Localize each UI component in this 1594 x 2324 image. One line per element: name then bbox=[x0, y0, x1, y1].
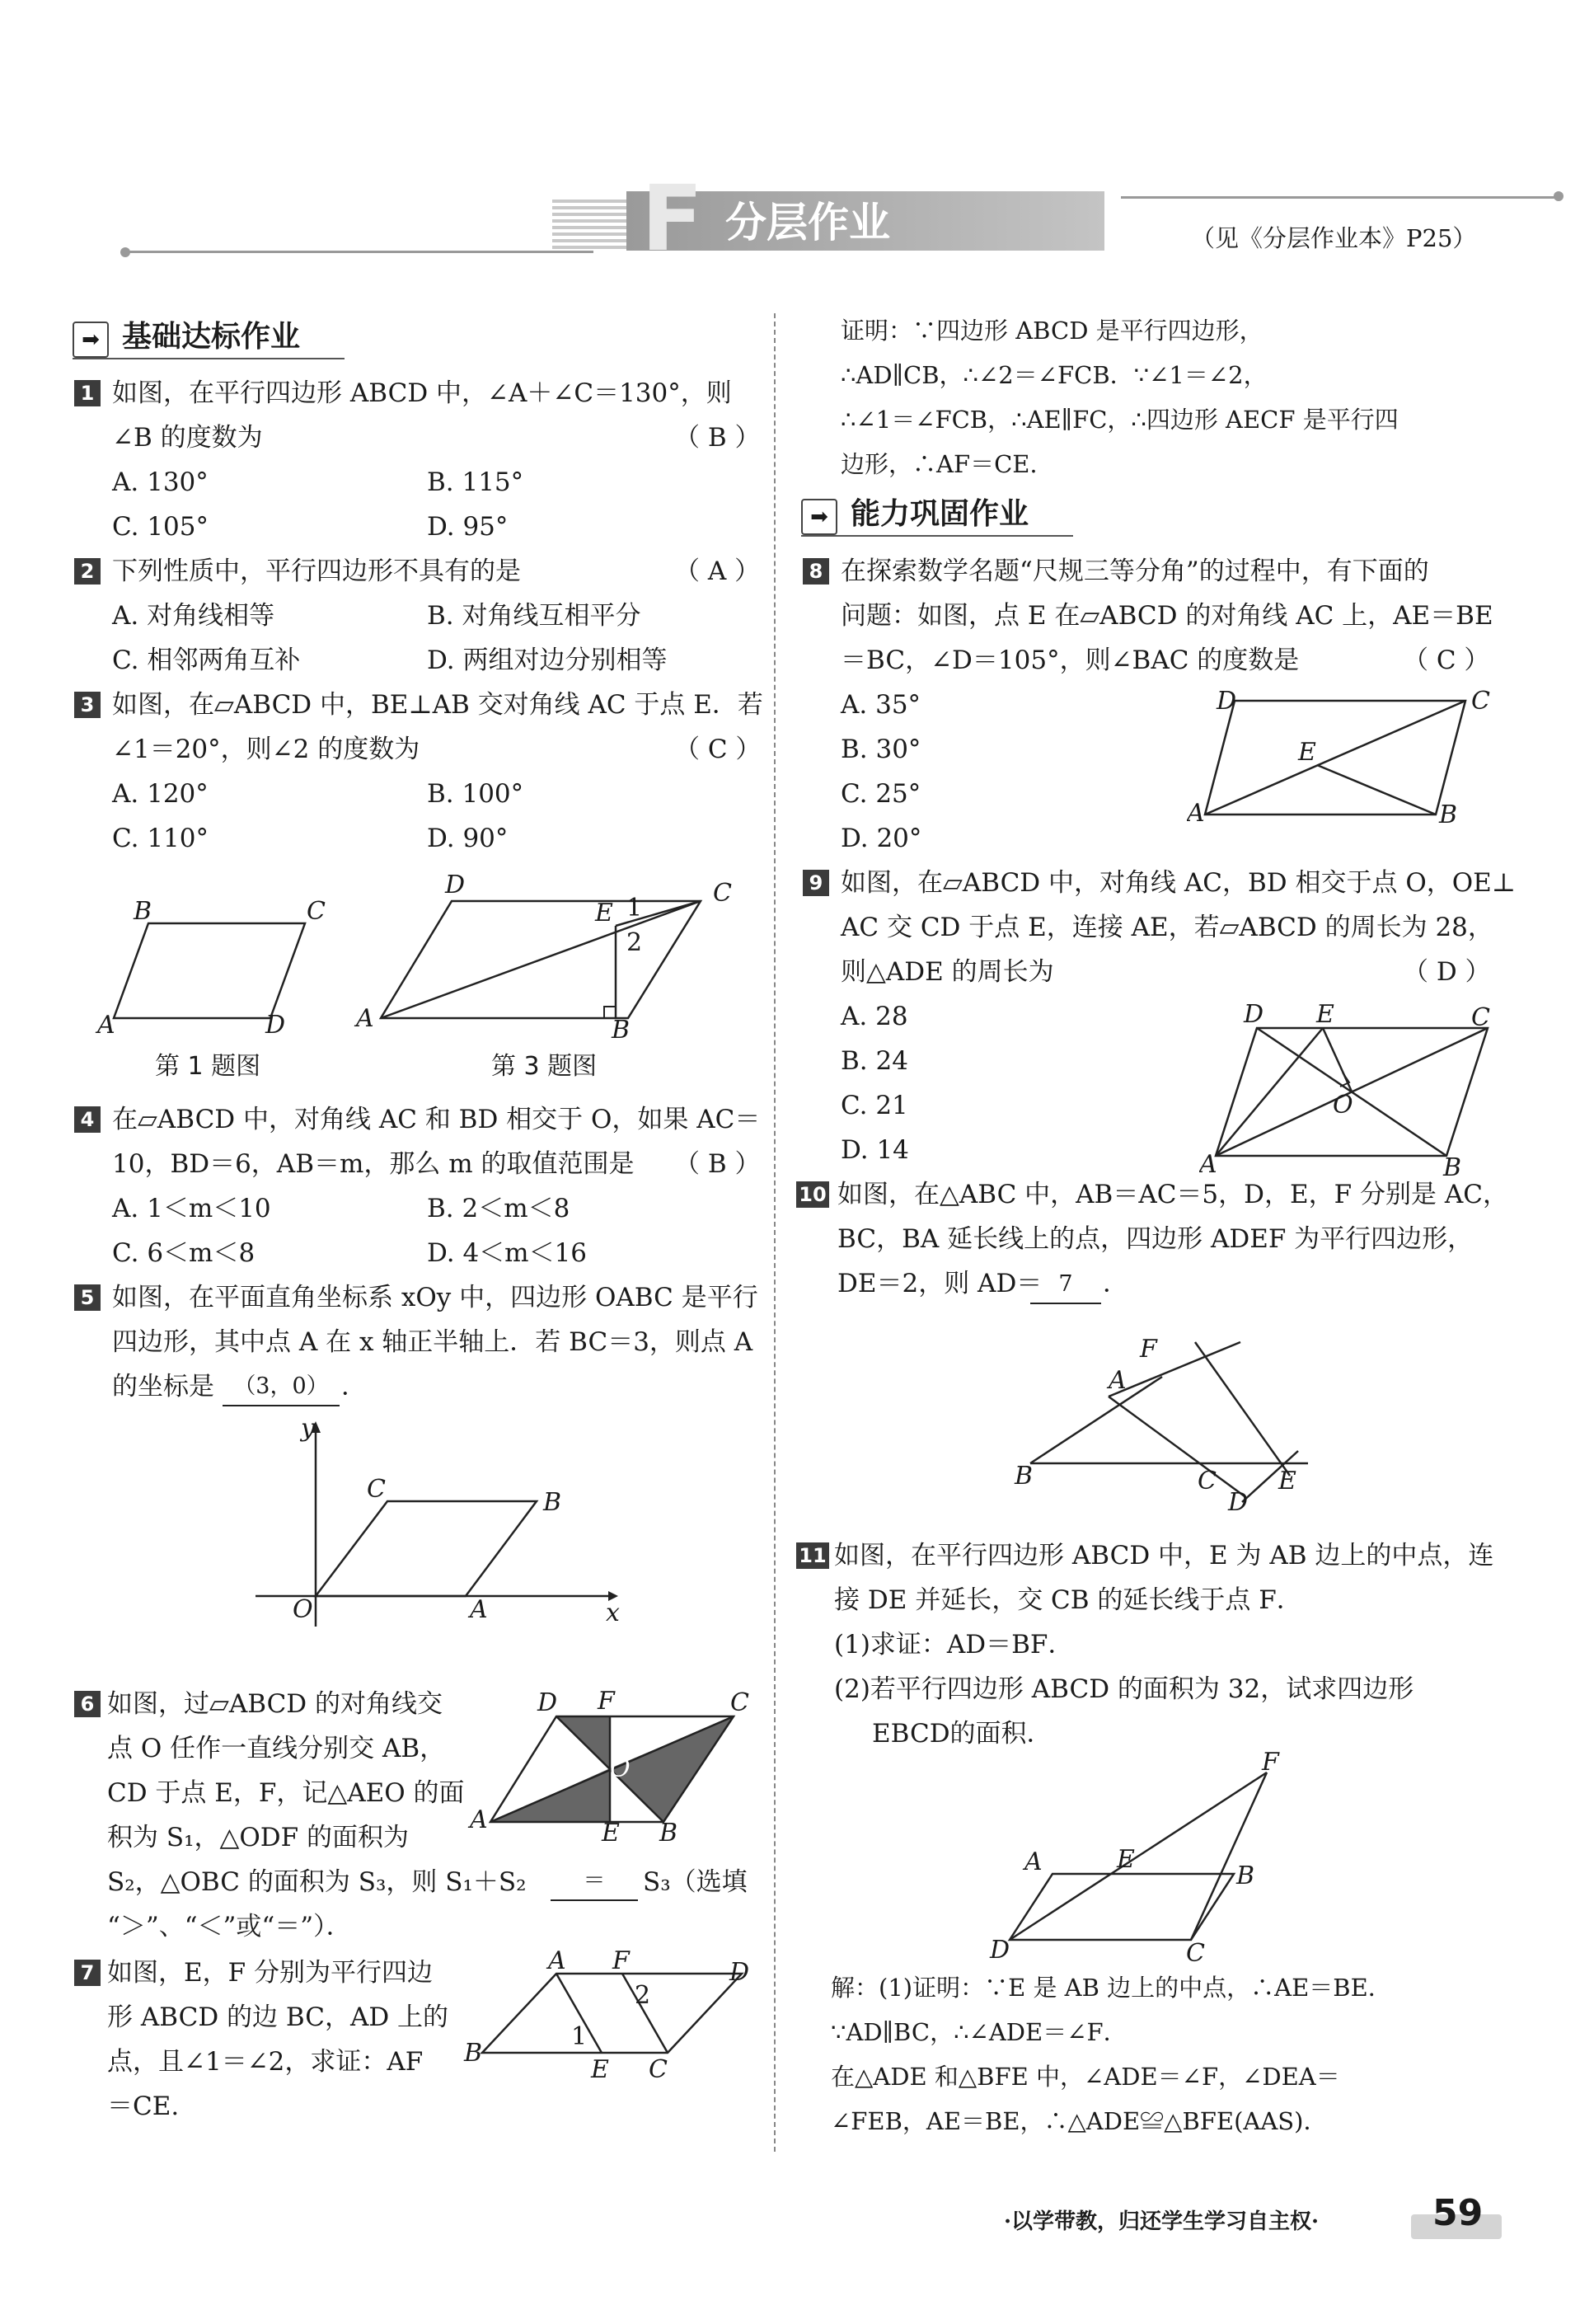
question-number: 11 bbox=[796, 1542, 829, 1569]
q5-text: ． bbox=[341, 1372, 367, 1401]
fig6-label: A bbox=[470, 1805, 488, 1834]
q1-option: D. 95° bbox=[427, 512, 509, 542]
q10-text: DE＝2，则 AD＝ bbox=[837, 1269, 1043, 1298]
q3-text: ∠1＝20°，则∠2 的度数为 bbox=[112, 735, 420, 764]
q1-option: B. 115° bbox=[427, 467, 524, 497]
solution11-line: 解：(1)证明：∵E 是 AB 边上的中点，∴AE＝BE． bbox=[831, 1974, 1392, 2002]
fig11-label: F bbox=[1262, 1752, 1279, 1777]
solution11-line: ∵AD∥BC，∴∠ADE＝∠F． bbox=[831, 2018, 1128, 2046]
fig8-label: C bbox=[1471, 687, 1490, 716]
fig3-label: E bbox=[595, 899, 613, 927]
q8-option: A. 35° bbox=[841, 690, 921, 720]
q9-option: B. 24 bbox=[841, 1046, 908, 1076]
q6-text: 积为 S₁，△ODF 的面积为 bbox=[107, 1823, 409, 1852]
q1-text: 如图，在平行四边形 ABCD 中，∠A＋∠C＝130°，则 bbox=[112, 378, 732, 408]
fig6-label: C bbox=[730, 1688, 749, 1717]
segment-fe-extended bbox=[1195, 1342, 1290, 1476]
diagonal-ac bbox=[1205, 701, 1465, 815]
fig9-label: C bbox=[1471, 1003, 1490, 1032]
fig7-label: D bbox=[729, 1958, 750, 1987]
fig3-label: D bbox=[445, 871, 466, 899]
q6-text: 点 O 任作一直线分别交 AB， bbox=[107, 1734, 446, 1763]
question-number: 9 bbox=[803, 870, 829, 896]
q1-option: A. 130° bbox=[112, 467, 209, 497]
q2-option: C. 相邻两角互补 bbox=[112, 646, 301, 675]
fig7-label: F bbox=[612, 1947, 630, 1975]
fig5-label: x bbox=[606, 1599, 620, 1627]
q5-text: 四边形，其中点 A 在 x 轴正半轴上．若 BC＝3，则点 A bbox=[112, 1327, 753, 1357]
q4-option: C. 6＜m＜8 bbox=[112, 1238, 256, 1268]
fig6-label: B bbox=[659, 1819, 678, 1843]
q3-option: C. 110° bbox=[112, 824, 209, 853]
fig1-caption: 第 1 题图 bbox=[155, 1052, 261, 1081]
q9-text: 如图，在▱ABCD 中，对角线 AC，BD 相交于点 O，OE⊥ bbox=[841, 868, 1516, 898]
q11-part2: (2)若平行四边形 ABCD 的面积为 32，试求四边形 bbox=[834, 1674, 1414, 1704]
q9-option: D. 14 bbox=[841, 1135, 909, 1165]
q6-text: 如图，过▱ABCD 的对角线交 bbox=[107, 1689, 443, 1719]
figure-q6 bbox=[462, 1678, 767, 1843]
q4-option: B. 2＜m＜8 bbox=[427, 1194, 570, 1223]
fig3-label: A bbox=[356, 1004, 374, 1033]
parallelogram-abcd bbox=[1010, 1874, 1234, 1940]
fig7-label: 1 bbox=[571, 2022, 588, 2051]
question-number: 4 bbox=[74, 1106, 101, 1133]
q10-answer-blank: 7 bbox=[1030, 1266, 1101, 1304]
fig5-label: C bbox=[367, 1475, 386, 1504]
q1-option: C. 105° bbox=[112, 512, 209, 542]
fig6-label: O bbox=[610, 1754, 631, 1783]
header-title: 分层作业 bbox=[725, 199, 890, 246]
q5-text: 的坐标是 bbox=[112, 1372, 214, 1401]
header-badge-letter: F bbox=[641, 166, 704, 271]
fig7-label: A bbox=[548, 1947, 566, 1975]
q2-option: B. 对角线互相平分 bbox=[427, 601, 641, 631]
segment-ad-extended bbox=[1109, 1397, 1245, 1496]
fig3-label: B bbox=[612, 1016, 631, 1043]
solution11-line: 在△ADE 和△BFE 中，∠ADE＝∠F，∠DEA＝ bbox=[831, 2063, 1340, 2091]
fig8-label: D bbox=[1217, 687, 1237, 716]
figure-q5 bbox=[243, 1416, 631, 1631]
q3-option: A. 120° bbox=[112, 779, 209, 809]
q6-answer-blank: ＝ bbox=[551, 1863, 638, 1901]
fig9-label: A bbox=[1199, 1150, 1217, 1179]
fig5-label: y bbox=[301, 1416, 315, 1443]
diagonal-ac bbox=[381, 901, 701, 1018]
question-number: 1 bbox=[74, 380, 101, 406]
fig5-label: B bbox=[543, 1488, 562, 1517]
figure-q11 bbox=[985, 1752, 1298, 1966]
q4-option: A. 1＜m＜10 bbox=[112, 1194, 271, 1223]
fig6-label: E bbox=[602, 1819, 620, 1843]
q8-text: 问题：如图，点 E 在▱ABCD 的对角线 AC 上，AE＝BE bbox=[841, 601, 1493, 631]
fig9-label: B bbox=[1443, 1153, 1462, 1181]
q1-text: ∠B 的度数为 bbox=[112, 423, 263, 453]
fig11-label: B bbox=[1236, 1862, 1255, 1890]
fig9-label: D bbox=[1244, 1000, 1264, 1029]
q4-option: D. 4＜m＜16 bbox=[427, 1238, 588, 1268]
fig11-label: A bbox=[1024, 1847, 1043, 1876]
fig3-label: C bbox=[713, 879, 732, 908]
arrow-icon: ➡ bbox=[73, 322, 109, 358]
q9-option: A. 28 bbox=[841, 1002, 908, 1031]
figure-q7 bbox=[457, 1947, 762, 2079]
header-dot-right bbox=[1554, 191, 1564, 201]
q2-text: 下列性质中，平行四边形不具有的是 bbox=[112, 556, 521, 586]
q4-text: 在▱ABCD 中，对角线 AC 和 BD 相交于 O，如果 AC＝ bbox=[112, 1105, 761, 1134]
q8-option: B. 30° bbox=[841, 735, 921, 764]
q9-text: 则△ADE 的周长为 bbox=[841, 957, 1054, 987]
q11-text: 接 DE 并延长，交 CB 的延长线于点 F． bbox=[834, 1585, 1302, 1615]
header-reference: （见《分层作业本》P25） bbox=[1191, 224, 1477, 252]
q3-option: B. 100° bbox=[427, 779, 524, 809]
fig5-label: O bbox=[293, 1595, 313, 1624]
q5-text: 如图，在平面直角坐标系 xOy 中，四边形 OABC 是平行 bbox=[112, 1283, 758, 1312]
q8-option: C. 25° bbox=[841, 779, 921, 809]
segment-be bbox=[1317, 765, 1436, 815]
column-divider bbox=[774, 313, 776, 2152]
fig10-label: C bbox=[1198, 1467, 1217, 1495]
fig8-label: A bbox=[1187, 799, 1205, 828]
figure-q1 bbox=[82, 886, 346, 1035]
proof7-line: 边形，∴AF＝CE. bbox=[841, 450, 1038, 478]
fig10-label: A bbox=[1109, 1366, 1127, 1395]
q10-text: BC，BA 延长线上的点，四边形 ADEF 为平行四边形， bbox=[837, 1224, 1474, 1254]
fig11-label: D bbox=[990, 1936, 1010, 1965]
proof7-line: ∴∠1＝∠FCB，∴AE∥FC，∴四边形 AECF 是平行四 bbox=[841, 406, 1399, 434]
fig10-label: E bbox=[1278, 1467, 1296, 1495]
fig10-label: F bbox=[1140, 1335, 1157, 1364]
q3-option: D. 90° bbox=[427, 824, 509, 853]
q7-text: 点，且∠1＝∠2，求证：AF bbox=[107, 2047, 424, 2077]
fig11-label: C bbox=[1186, 1939, 1205, 1966]
parallelogram-abcd bbox=[114, 923, 305, 1018]
section-ability-underline bbox=[801, 535, 1073, 537]
q8-text: ＝BC，∠D＝105°，则∠BAC 的度数是 bbox=[841, 646, 1300, 675]
fig10-label: B bbox=[1015, 1462, 1034, 1491]
q5-answer-blank: （3，0） bbox=[223, 1369, 340, 1406]
q8-option: D. 20° bbox=[841, 824, 922, 853]
segment-af bbox=[1109, 1342, 1240, 1397]
footer-slogan: ·以学带教，归还学生学习自主权· bbox=[1004, 2209, 1320, 2234]
q2-option: D. 两组对边分别相等 bbox=[427, 646, 668, 675]
q2-answer: （ A ） bbox=[674, 556, 761, 586]
q11-part2: EBCD的面积． bbox=[872, 1719, 1053, 1749]
fig3-label: 2 bbox=[626, 928, 643, 957]
question-number: 10 bbox=[796, 1181, 829, 1208]
fig6-label: F bbox=[598, 1687, 615, 1716]
fig7-label: 2 bbox=[635, 1981, 651, 2010]
figure-q10 bbox=[1010, 1327, 1323, 1517]
fig3-label: 1 bbox=[626, 894, 643, 923]
fig1-label: A bbox=[97, 1011, 115, 1035]
header-dot-left bbox=[120, 247, 130, 257]
q4-answer: （ B ） bbox=[674, 1149, 761, 1179]
proof7-line: ∴AD∥CB，∴∠2＝∠FCB．∵∠1＝∠2， bbox=[841, 361, 1268, 389]
arrow-icon: ➡ bbox=[801, 499, 837, 535]
q6-text: CD 于点 E，F，记△AEO 的面 bbox=[107, 1778, 465, 1808]
parallelogram-oabc bbox=[316, 1501, 537, 1596]
figure-q3 bbox=[346, 862, 742, 1043]
q7-text: 形 ABCD 的边 BC，AD 上的 bbox=[107, 2002, 449, 2032]
question-number: 3 bbox=[74, 692, 101, 718]
q7-text: ＝CE. bbox=[107, 2092, 180, 2121]
header-right-line bbox=[1121, 196, 1558, 199]
fig1-label: B bbox=[134, 897, 152, 926]
q6-text: S₂，△OBC 的面积为 S₃，则 S₁＋S₂ bbox=[107, 1867, 527, 1897]
q4-text: 10，BD＝6，AB＝m，那么 m 的取值范围是 bbox=[112, 1149, 635, 1179]
q9-option: C. 21 bbox=[841, 1091, 908, 1120]
fig3-caption: 第 3 题图 bbox=[491, 1052, 598, 1081]
q10-text: 如图，在△ABC 中，AB＝AC＝5，D，E，F 分别是 AC， bbox=[837, 1180, 1508, 1209]
parallelogram-abcd bbox=[482, 1974, 742, 2053]
q3-answer: （ C ） bbox=[674, 735, 762, 764]
fig6-label: D bbox=[537, 1688, 558, 1717]
q9-text: AC 交 CD 于点 E，连接 AE，若▱ABCD 的周长为 28， bbox=[841, 913, 1493, 942]
fig1-label: C bbox=[307, 897, 326, 926]
fig7-label: B bbox=[464, 2039, 483, 2068]
figure-q8 bbox=[1187, 683, 1500, 831]
q3-text: 如图，在▱ABCD 中，BE⊥AB 交对角线 AC 于点 E．若 bbox=[112, 690, 763, 720]
section-ability-title: 能力巩固作业 bbox=[851, 497, 1029, 531]
segment-ae bbox=[1216, 1028, 1323, 1156]
solution11-line: ∠FEB，AE＝BE，∴△ADE≌△BFE(AAS)． bbox=[831, 2107, 1328, 2135]
fig9-label: O bbox=[1333, 1091, 1353, 1120]
question-number: 5 bbox=[74, 1284, 101, 1311]
question-number: 6 bbox=[74, 1691, 101, 1717]
fig8-label: E bbox=[1298, 738, 1316, 767]
q10-text: ． bbox=[1103, 1269, 1128, 1298]
figure-q9 bbox=[1199, 999, 1512, 1181]
q1-answer: （ B ） bbox=[674, 423, 761, 453]
segment-ba-extended bbox=[1030, 1377, 1162, 1463]
fig7-label: E bbox=[591, 2055, 609, 2079]
q11-text: 如图，在平行四边形 ABCD 中，E 为 AB 边上的中点，连 bbox=[834, 1541, 1494, 1570]
fig7-label: C bbox=[649, 2055, 668, 2079]
q7-text: 如图，E，F 分别为平行四边 bbox=[107, 1958, 433, 1988]
question-number: 8 bbox=[803, 558, 829, 585]
header-left-line bbox=[124, 251, 593, 253]
q6-text: S₃（选填 bbox=[643, 1867, 748, 1897]
fig5-label: A bbox=[470, 1595, 488, 1624]
question-number: 7 bbox=[74, 1960, 101, 1986]
fig1-label: D bbox=[265, 1011, 286, 1035]
q2-option: A. 对角线相等 bbox=[112, 601, 275, 631]
section-basic-underline bbox=[73, 358, 345, 359]
fig10-label: D bbox=[1228, 1488, 1249, 1517]
question-number: 2 bbox=[74, 558, 101, 585]
q8-answer: （ C ） bbox=[1403, 646, 1490, 675]
q11-part1: (1)求证：AD＝BF． bbox=[834, 1630, 1074, 1660]
fig8-label: B bbox=[1439, 800, 1458, 829]
fig11-label: E bbox=[1117, 1845, 1135, 1874]
fig9-label: E bbox=[1316, 1000, 1334, 1029]
q8-text: 在探索数学名题“尺规三等分角”的过程中，有下面的 bbox=[841, 556, 1429, 586]
page-number: 59 bbox=[1432, 2192, 1484, 2234]
q9-answer: （ D ） bbox=[1403, 957, 1491, 987]
q6-text: “＞”、“＜”或“＝”）． bbox=[107, 1912, 352, 1941]
section-basic-title: 基础达标作业 bbox=[122, 320, 301, 354]
proof7-line: 证明：∵四边形 ABCD 是平行四边形， bbox=[841, 317, 1263, 345]
